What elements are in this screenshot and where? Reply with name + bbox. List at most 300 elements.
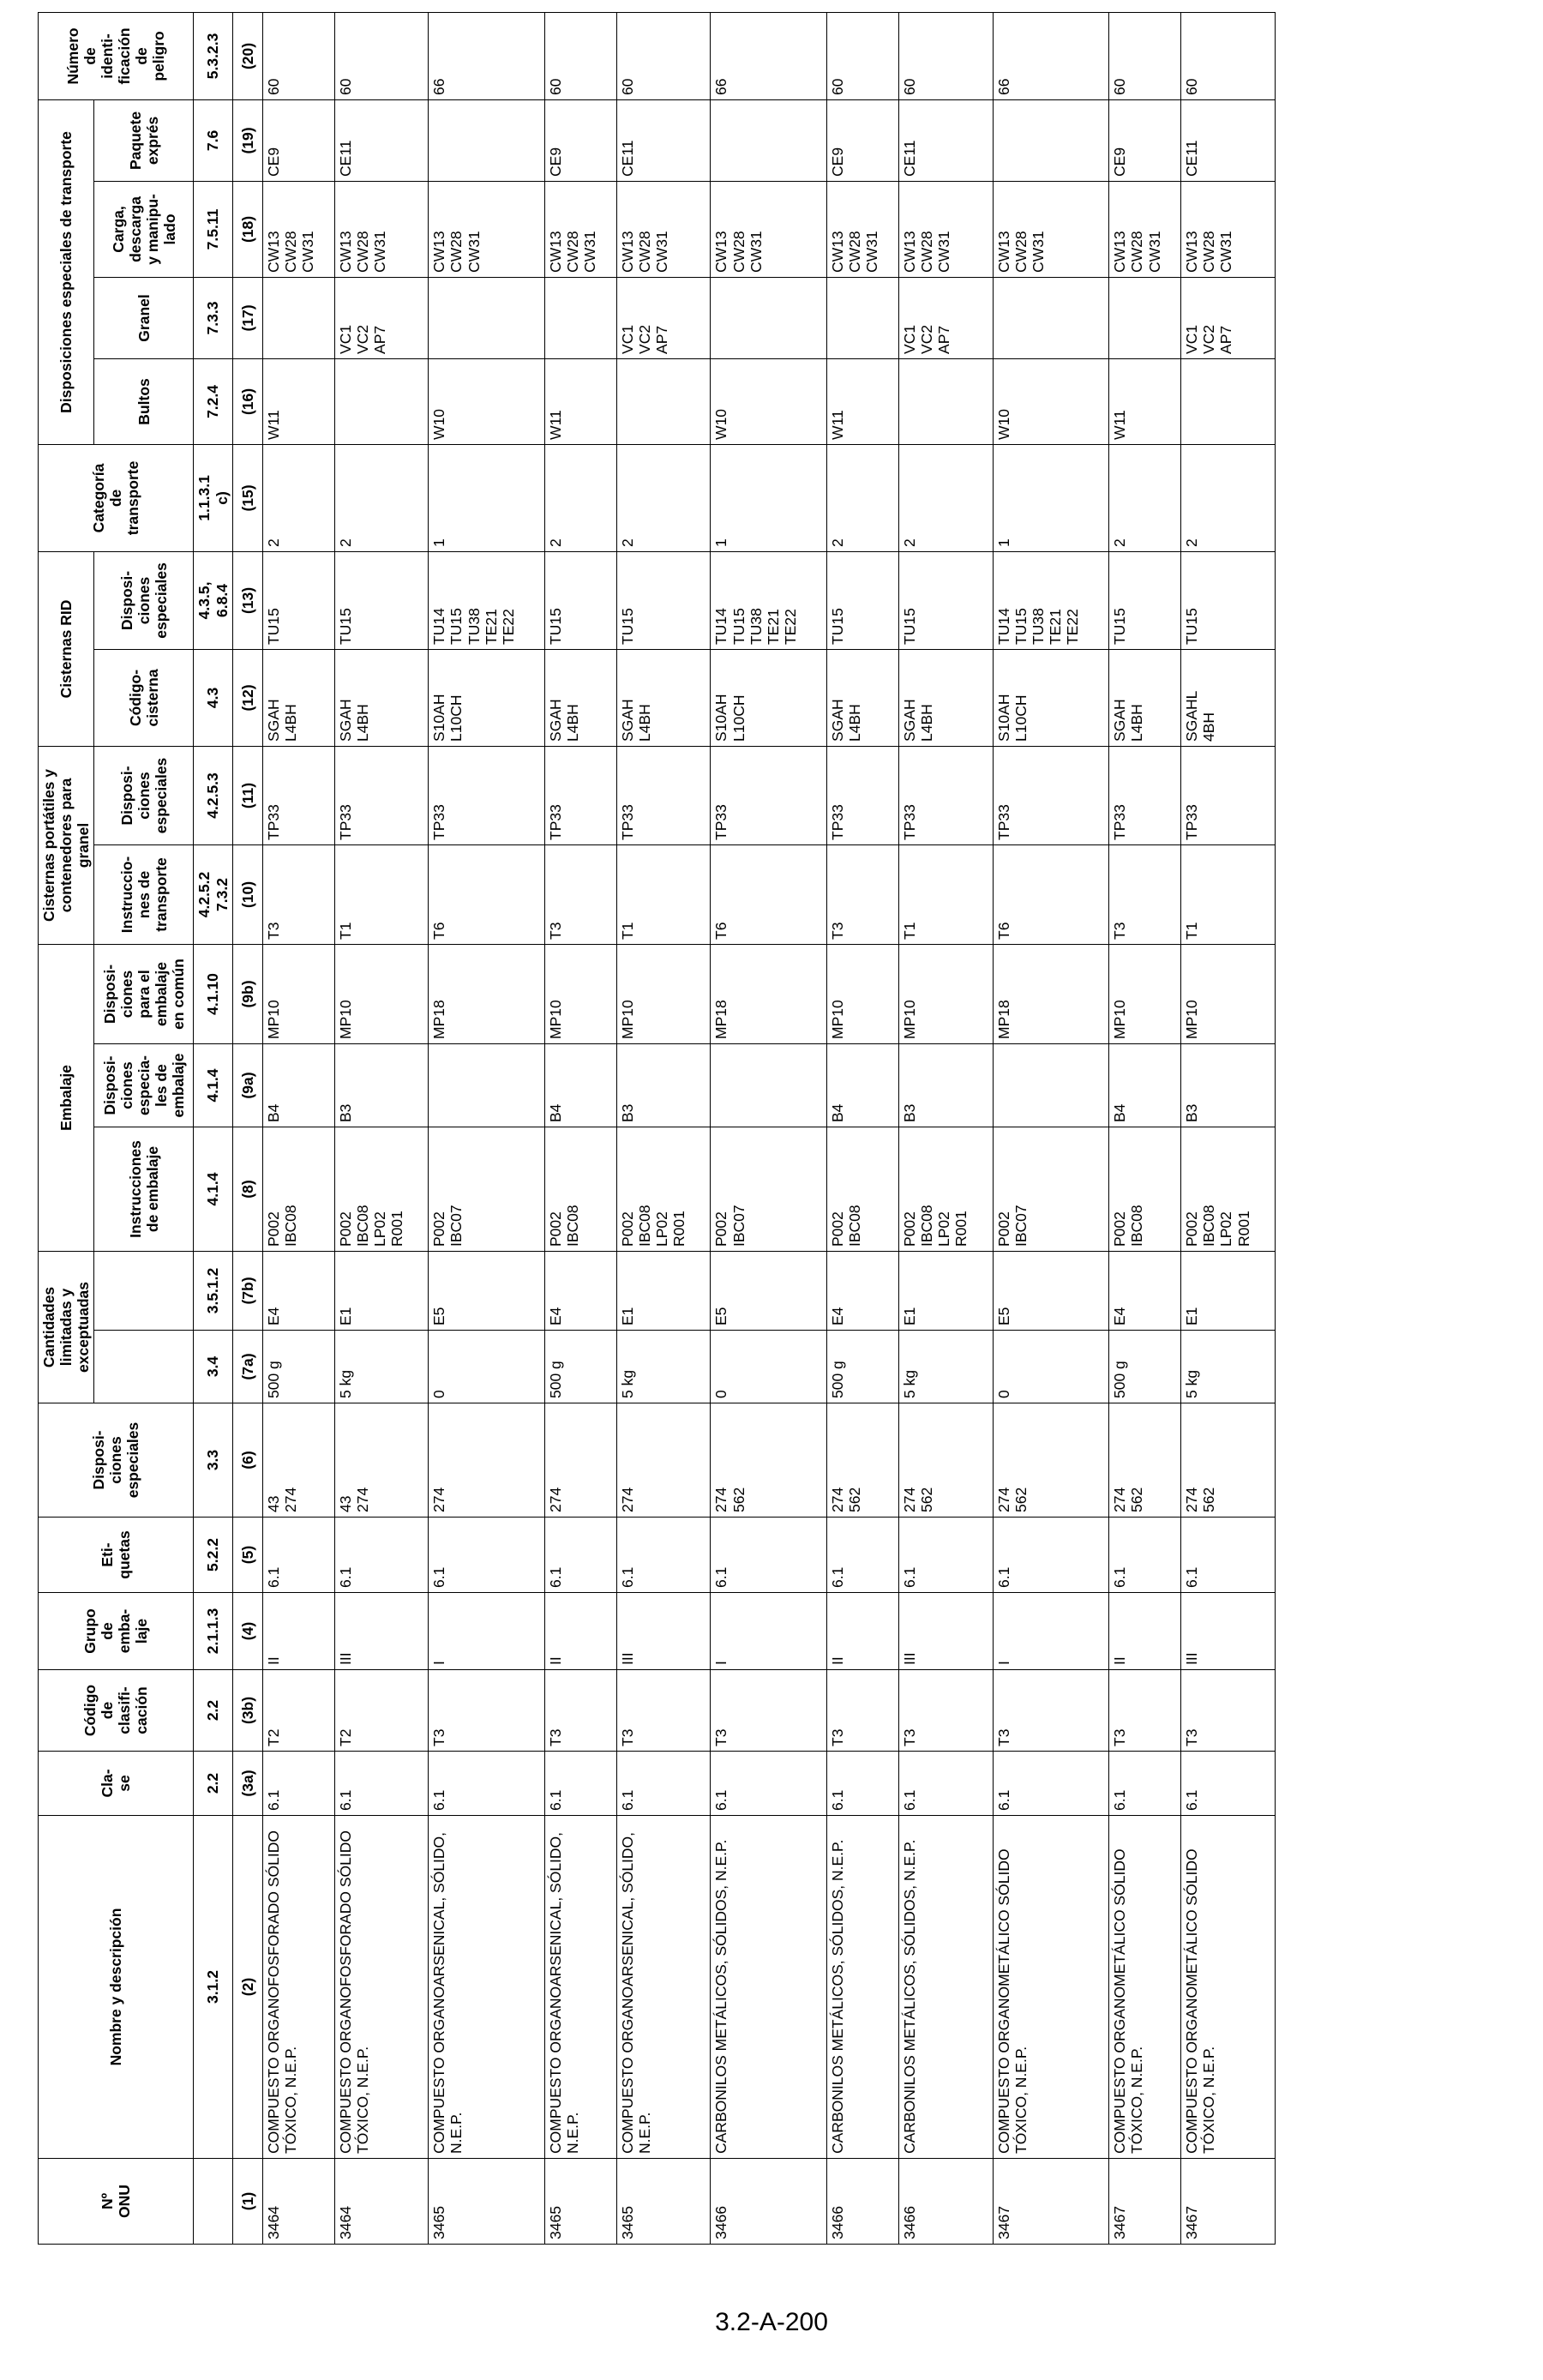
cell-exp: CE11: [898, 99, 993, 181]
cell-pts: TP33: [898, 746, 993, 844]
cell-lq: 5 kg: [898, 1331, 993, 1403]
cell-exp: [993, 99, 1109, 181]
cell-cat: 1: [711, 444, 827, 551]
cell-name: CARBONILOS METÁLICOS, SÓLIDOS, N.E.P.: [827, 1816, 899, 2159]
cell-pkg: [1181, 358, 1276, 444]
cell-code: T3: [616, 1670, 711, 1752]
cell-hin: 60: [1109, 12, 1181, 99]
cell-load: CW13 CW28 CW31: [544, 181, 616, 277]
cell-exp: CE9: [262, 99, 334, 181]
cell-cls: 6.1: [898, 1752, 993, 1816]
header-name-description: Nombre y descripción: [39, 1816, 194, 2159]
cell-pti: T1: [616, 844, 711, 944]
cell-mp: MP10: [827, 944, 899, 1043]
cell-sp: 274 562: [1109, 1403, 1181, 1518]
cell-labels: 6.1: [334, 1518, 429, 1593]
cell-pi: P002 IBC08 LP02 R001: [334, 1127, 429, 1252]
cell-eq: E5: [429, 1252, 545, 1331]
header-limited-quantity: [94, 1331, 194, 1403]
cell-cat: 2: [544, 444, 616, 551]
cell-hin: 60: [898, 12, 993, 99]
cell-bulk: [711, 277, 827, 358]
cell-tc: SGAH L4BH: [898, 649, 993, 746]
cell-pts: TP33: [711, 746, 827, 844]
cell-name: CARBONILOS METÁLICOS, SÓLIDOS, N.E.P.: [711, 1816, 827, 2159]
cell-ts: TU14 TU15 TU38 TE21 TE22: [711, 551, 827, 649]
reference-cell: 4.1.4: [194, 1044, 232, 1127]
cell-labels: 6.1: [616, 1518, 711, 1593]
cell-eq: E1: [898, 1252, 993, 1331]
cell-pg: III: [898, 1593, 993, 1670]
cell-load: CW13 CW28 CW31: [711, 181, 827, 277]
cell-ts: TU15: [1109, 551, 1181, 649]
cell-bulk: VC1 VC2 AP7: [898, 277, 993, 358]
cell-tc: SGAH L4BH: [544, 649, 616, 746]
cell-pkg: W11: [544, 358, 616, 444]
column-number-cell: (3b): [232, 1670, 262, 1752]
cell-pti: T6: [429, 844, 545, 944]
cell-ts: TU15: [262, 551, 334, 649]
cell-code: T3: [1181, 1670, 1276, 1752]
reference-cell: 3.5.1.2: [194, 1252, 232, 1331]
cell-un: 3467: [1181, 2159, 1276, 2245]
cell-pi: P002 IBC07: [993, 1127, 1109, 1252]
cell-tc: SGAH L4BH: [262, 649, 334, 746]
reference-cell: 2.2: [194, 1670, 232, 1752]
cell-lq: 500 g: [544, 1331, 616, 1403]
cell-hin: 66: [429, 12, 545, 99]
cell-bulk: VC1 VC2 AP7: [1181, 277, 1276, 358]
cell-un: 3467: [993, 2159, 1109, 2245]
cell-hin: 66: [993, 12, 1109, 99]
cell-bulk: VC1 VC2 AP7: [616, 277, 711, 358]
table-row: [616, 12, 711, 2244]
cell-lq: 0: [429, 1331, 545, 1403]
cell-pkg: [616, 358, 711, 444]
cell-eq: E4: [1109, 1252, 1181, 1331]
cell-un: 3466: [711, 2159, 827, 2245]
reference-cell: 3.4: [194, 1331, 232, 1403]
cell-sp: 274: [616, 1403, 711, 1518]
cell-hin: 60: [544, 12, 616, 99]
cell-ts: TU14 TU15 TU38 TE21 TE22: [429, 551, 545, 649]
cell-ps: B4: [1109, 1044, 1181, 1127]
cell-pti: T1: [898, 844, 993, 944]
header-classification-code: Código de clasifi- cación: [39, 1670, 194, 1752]
cell-pi: P002 IBC08: [1109, 1127, 1181, 1252]
cell-sp: 274 562: [993, 1403, 1109, 1518]
column-number-cell: (15): [232, 444, 262, 551]
cell-sp: 274: [544, 1403, 616, 1518]
cell-load: CW13 CW28 CW31: [993, 181, 1109, 277]
page-number: 3.2-A-200: [715, 2308, 828, 2336]
cell-cat: 2: [262, 444, 334, 551]
cell-load: CW13 CW28 CW31: [1181, 181, 1276, 277]
cell-labels: 6.1: [827, 1518, 899, 1593]
cell-load: CW13 CW28 CW31: [616, 181, 711, 277]
reference-cell: 7.2.4: [194, 358, 232, 444]
cell-lq: 5 kg: [1181, 1331, 1276, 1403]
reference-cell: 4.3.5, 6.8.4: [194, 551, 232, 649]
dangerous-goods-table: [38, 12, 1276, 2245]
cell-pts: TP33: [334, 746, 429, 844]
cell-exp: [711, 99, 827, 181]
column-number-cell: (9b): [232, 944, 262, 1043]
cell-un: 3467: [1109, 2159, 1181, 2245]
cell-load: CW13 CW28 CW31: [1109, 181, 1181, 277]
cell-pi: P002 IBC08: [544, 1127, 616, 1252]
cell-cat: 2: [898, 444, 993, 551]
cell-sp: 274 562: [827, 1403, 899, 1518]
column-number-cell: (2): [232, 1816, 262, 2159]
cell-tc: S10AH L10CH: [429, 649, 545, 746]
cell-hin: 66: [711, 12, 827, 99]
cell-bulk: [1109, 277, 1181, 358]
cell-name: COMPUESTO ORGANOFOSFORADO SÓLIDO TÓXICO, N.E.P.: [334, 1816, 429, 2159]
cell-cls: 6.1: [827, 1752, 899, 1816]
cell-name: COMPUESTO ORGANOMETÁLICO SÓLIDO TÓXICO, N.E.P.: [993, 1816, 1109, 2159]
cell-pg: II: [827, 1593, 899, 1670]
column-number-cell: (19): [232, 99, 262, 181]
cell-ts: TU14 TU15 TU38 TE21 TE22: [993, 551, 1109, 649]
cell-mp: MP10: [898, 944, 993, 1043]
cell-hin: 60: [827, 12, 899, 99]
cell-code: T3: [993, 1670, 1109, 1752]
cell-name: COMPUESTO ORGANOMETÁLICO SÓLIDO TÓXICO, N.E.P.: [1181, 1816, 1276, 2159]
cell-load: CW13 CW28 CW31: [262, 181, 334, 277]
cell-pg: III: [616, 1593, 711, 1670]
cell-pti: T1: [1181, 844, 1276, 944]
cell-sp: 43 274: [262, 1403, 334, 1518]
cell-tc: SGAHL 4BH: [1181, 649, 1276, 746]
cell-mp: MP10: [1181, 944, 1276, 1043]
cell-exp: CE11: [616, 99, 711, 181]
cell-pi: P002 IBC08: [827, 1127, 899, 1252]
cell-eq: E1: [616, 1252, 711, 1331]
table-row: [711, 12, 827, 2244]
cell-bulk: [429, 277, 545, 358]
cell-labels: 6.1: [898, 1518, 993, 1593]
table-row: [334, 12, 429, 2244]
cell-mp: MP18: [993, 944, 1109, 1043]
cell-bulk: [827, 277, 899, 358]
header-pt-instructions: Instruccio- nes de transporte: [94, 844, 194, 944]
reference-cell: 4.1.4: [194, 1127, 232, 1252]
cell-eq: E5: [993, 1252, 1109, 1331]
reference-cell: 4.1.10: [194, 944, 232, 1043]
cell-eq: E4: [827, 1252, 899, 1331]
cell-pts: TP33: [1181, 746, 1276, 844]
cell-un: 3465: [429, 2159, 545, 2245]
cell-bulk: VC1 VC2 AP7: [334, 277, 429, 358]
cell-ps: B4: [544, 1044, 616, 1127]
header-pack-special: Disposi- ciones especia- les de embalaje: [94, 1044, 194, 1127]
cell-sp: 274 562: [711, 1403, 827, 1518]
cell-cat: 2: [334, 444, 429, 551]
cell-tc: S10AH L10CH: [993, 649, 1109, 746]
cell-sp: 274: [429, 1403, 545, 1518]
cell-exp: [429, 99, 545, 181]
cell-hin: 60: [616, 12, 711, 99]
cell-pkg: W10: [993, 358, 1109, 444]
cell-name: COMPUESTO ORGANOARSENICAL, SÓLIDO, N.E.P.: [616, 1816, 711, 2159]
table-row: [1181, 12, 1276, 2244]
cell-ps: B4: [262, 1044, 334, 1127]
header-special-transport: Disposiciones especiales de transporte: [39, 99, 94, 444]
column-number-cell: (18): [232, 181, 262, 277]
cell-pti: T6: [993, 844, 1109, 944]
cell-hin: 60: [1181, 12, 1276, 99]
cell-pts: TP33: [616, 746, 711, 844]
cell-pi: P002 IBC07: [429, 1127, 545, 1252]
table-row: [262, 12, 334, 2244]
header-packing-group: Grupo de emba- laje: [39, 1593, 194, 1670]
cell-pkg: [898, 358, 993, 444]
header-loading: Carga, descarga y manipu- lado: [94, 181, 194, 277]
column-number-cell: (4): [232, 1593, 262, 1670]
header-limited-excepted: Cantidades limitadas y exceptuadas: [39, 1252, 94, 1403]
cell-pkg: [334, 358, 429, 444]
cell-load: CW13 CW28 CW31: [334, 181, 429, 277]
cell-load: CW13 CW28 CW31: [429, 181, 545, 277]
cell-pi: P002 IBC08 LP02 R001: [898, 1127, 993, 1252]
cell-mp: MP18: [711, 944, 827, 1043]
cell-mp: MP10: [262, 944, 334, 1043]
reference-cell: 1.1.3.1 c): [194, 444, 232, 551]
cell-pkg: W10: [711, 358, 827, 444]
cell-lq: 5 kg: [334, 1331, 429, 1403]
column-number-cell: (3a): [232, 1752, 262, 1816]
column-number-cell: (17): [232, 277, 262, 358]
cell-name: CARBONILOS METÁLICOS, SÓLIDOS, N.E.P.: [898, 1816, 993, 2159]
cell-exp: CE11: [334, 99, 429, 181]
cell-ps: [711, 1044, 827, 1127]
cell-labels: 6.1: [262, 1518, 334, 1593]
cell-ts: TU15: [898, 551, 993, 649]
cell-pg: III: [1181, 1593, 1276, 1670]
cell-labels: 6.1: [1181, 1518, 1276, 1593]
cell-mp: MP10: [1109, 944, 1181, 1043]
cell-pts: TP33: [1109, 746, 1181, 844]
cell-pi: P002 IBC08 LP02 R001: [1181, 1127, 1276, 1252]
cell-name: COMPUESTO ORGANOMETÁLICO SÓLIDO TÓXICO, N.E.P.: [1109, 1816, 1181, 2159]
table-row: [544, 12, 616, 2244]
cell-pg: I: [429, 1593, 545, 1670]
header-un-number: Nº ONU: [39, 2159, 194, 2245]
cell-labels: 6.1: [711, 1518, 827, 1593]
cell-cls: 6.1: [262, 1752, 334, 1816]
header-tank-special: Disposi- ciones especiales: [94, 551, 194, 649]
cell-eq: E1: [334, 1252, 429, 1331]
cell-mp: MP18: [429, 944, 545, 1043]
cell-mp: MP10: [544, 944, 616, 1043]
cell-pts: TP33: [262, 746, 334, 844]
cell-tc: S10AH L10CH: [711, 649, 827, 746]
cell-pg: II: [1109, 1593, 1181, 1670]
cell-ps: B4: [827, 1044, 899, 1127]
cell-exp: CE11: [1181, 99, 1276, 181]
cell-code: T3: [544, 1670, 616, 1752]
cell-cat: 1: [993, 444, 1109, 551]
cell-pkg: W11: [1109, 358, 1181, 444]
cell-eq: E1: [1181, 1252, 1276, 1331]
cell-lq: 500 g: [827, 1331, 899, 1403]
cell-pti: T3: [827, 844, 899, 944]
cell-lq: 500 g: [262, 1331, 334, 1403]
column-number-cell: (5): [232, 1518, 262, 1593]
cell-cls: 6.1: [993, 1752, 1109, 1816]
column-number-cell: (16): [232, 358, 262, 444]
cell-pti: T3: [262, 844, 334, 944]
cell-un: 3466: [898, 2159, 993, 2245]
cell-tc: SGAH L4BH: [827, 649, 899, 746]
cell-pkg: W11: [827, 358, 899, 444]
cell-mp: MP10: [616, 944, 711, 1043]
cell-ts: TU15: [334, 551, 429, 649]
cell-ps: [429, 1044, 545, 1127]
cell-ps: B3: [1181, 1044, 1276, 1127]
cell-tc: SGAH L4BH: [616, 649, 711, 746]
header-special-provisions: Disposi- ciones especiales: [39, 1403, 194, 1518]
cell-sp: 274 562: [898, 1403, 993, 1518]
cell-eq: E5: [711, 1252, 827, 1331]
reference-cell: [194, 2159, 232, 2245]
cell-name: COMPUESTO ORGANOFOSFORADO SÓLIDO TÓXICO, N.E.P.: [262, 1816, 334, 2159]
cell-code: T2: [334, 1670, 429, 1752]
cell-cls: 6.1: [711, 1752, 827, 1816]
header-rid-tanks: Cisternas RID: [39, 551, 94, 746]
column-number-cell: (20): [232, 12, 262, 99]
column-number-cell: (8): [232, 1127, 262, 1252]
cell-name: COMPUESTO ORGANOARSENICAL, SÓLIDO, N.E.P.: [429, 1816, 545, 2159]
cell-un: 3466: [827, 2159, 899, 2245]
cell-lq: 500 g: [1109, 1331, 1181, 1403]
reference-cell: 4.3: [194, 649, 232, 746]
header-tank-code: Código- cisterna: [94, 649, 194, 746]
cell-un: 3465: [616, 2159, 711, 2245]
cell-eq: E4: [544, 1252, 616, 1331]
header-excepted-quantity: [94, 1252, 194, 1331]
cell-code: T3: [1109, 1670, 1181, 1752]
cell-code: T3: [827, 1670, 899, 1752]
cell-bulk: [993, 277, 1109, 358]
reference-cell: 4.2.5.3: [194, 746, 232, 844]
column-number-cell: (7b): [232, 1252, 262, 1331]
reference-cell: 5.3.2.3: [194, 12, 232, 99]
column-number-cell: (10): [232, 844, 262, 944]
cell-ps: B3: [898, 1044, 993, 1127]
cell-pti: T3: [544, 844, 616, 944]
cell-ps: B3: [616, 1044, 711, 1127]
cell-lq: 0: [993, 1331, 1109, 1403]
cell-bulk: [262, 277, 334, 358]
cell-pi: P002 IBC08 LP02 R001: [616, 1127, 711, 1252]
cell-code: T3: [711, 1670, 827, 1752]
cell-labels: 6.1: [1109, 1518, 1181, 1593]
rotated-table-container: [38, 15, 1276, 2245]
cell-un: 3465: [544, 2159, 616, 2245]
header-express: Paquete exprés: [94, 99, 194, 181]
cell-tc: SGAH L4BH: [334, 649, 429, 746]
cell-pts: TP33: [827, 746, 899, 844]
cell-cls: 6.1: [616, 1752, 711, 1816]
table-row: [898, 12, 993, 2244]
column-number-cell: (1): [232, 2159, 262, 2245]
header-class: Cla- se: [39, 1752, 194, 1816]
cell-exp: CE9: [1109, 99, 1181, 181]
header-hazard-id: Número de identi- ficación de peligro: [39, 12, 194, 99]
cell-ps: B3: [334, 1044, 429, 1127]
cell-code: T3: [429, 1670, 545, 1752]
cell-pg: I: [711, 1593, 827, 1670]
cell-bulk: [544, 277, 616, 358]
header-labels: Eti- quetas: [39, 1518, 194, 1593]
reference-cell: 7.5.11: [194, 181, 232, 277]
cell-pg: II: [262, 1593, 334, 1670]
cell-labels: 6.1: [429, 1518, 545, 1593]
cell-cat: 2: [1181, 444, 1276, 551]
cell-cls: 6.1: [429, 1752, 545, 1816]
cell-cat: 2: [616, 444, 711, 551]
cell-pts: TP33: [544, 746, 616, 844]
header-mixed-packing: Disposi- ciones para el embalaje en común: [94, 944, 194, 1043]
cell-hin: 60: [262, 12, 334, 99]
column-number-cell: (13): [232, 551, 262, 649]
cell-pti: T1: [334, 844, 429, 944]
table-row: [429, 12, 545, 2244]
cell-eq: E4: [262, 1252, 334, 1331]
cell-cat: 1: [429, 444, 545, 551]
cell-code: T3: [898, 1670, 993, 1752]
cell-exp: CE9: [827, 99, 899, 181]
cell-un: 3464: [262, 2159, 334, 2245]
cell-pg: II: [544, 1593, 616, 1670]
column-number-cell: (12): [232, 649, 262, 746]
reference-cell: 2.1.1.3: [194, 1593, 232, 1670]
header-transport-category: Categoría de transporte: [39, 444, 194, 551]
column-number-cell: (11): [232, 746, 262, 844]
cell-pg: I: [993, 1593, 1109, 1670]
reference-cell: 5.2.2: [194, 1518, 232, 1593]
table-row: [827, 12, 899, 2244]
cell-pkg: W10: [429, 358, 545, 444]
cell-ts: TU15: [827, 551, 899, 649]
cell-exp: CE9: [544, 99, 616, 181]
cell-mp: MP10: [334, 944, 429, 1043]
cell-code: T2: [262, 1670, 334, 1752]
cell-lq: 0: [711, 1331, 827, 1403]
reference-cell: 4.2.5.2 7.3.2: [194, 844, 232, 944]
cell-pg: III: [334, 1593, 429, 1670]
cell-ts: TU15: [544, 551, 616, 649]
header-pack-instructions: Instrucciones de embalaje: [94, 1127, 194, 1252]
cell-cls: 6.1: [544, 1752, 616, 1816]
cell-cls: 6.1: [334, 1752, 429, 1816]
table-row: [993, 12, 1109, 2244]
cell-ps: [993, 1044, 1109, 1127]
cell-pts: TP33: [993, 746, 1109, 844]
cell-labels: 6.1: [544, 1518, 616, 1593]
cell-pi: P002 IBC08: [262, 1127, 334, 1252]
reference-cell: 7.6: [194, 99, 232, 181]
reference-cell: 3.3: [194, 1403, 232, 1518]
cell-sp: 43 274: [334, 1403, 429, 1518]
cell-hin: 60: [334, 12, 429, 99]
cell-cat: 2: [827, 444, 899, 551]
cell-lq: 5 kg: [616, 1331, 711, 1403]
reference-cell: 2.2: [194, 1752, 232, 1816]
column-number-cell: (7a): [232, 1331, 262, 1403]
